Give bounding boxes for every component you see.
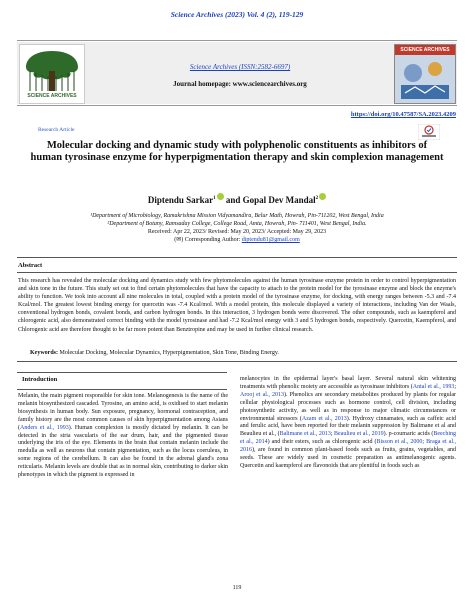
corresponding-author-label: (✉) Corresponding Author: <box>174 237 241 243</box>
citation-link[interactable]: Braga et al., 2016 <box>240 439 456 454</box>
introduction-column-left <box>18 393 228 480</box>
body-text: ) and their esters, such as chlorogenic acid ( <box>267 439 377 446</box>
abstract-divider-mid <box>17 272 457 273</box>
abstract-divider-bottom <box>17 361 457 362</box>
corresponding-email-link[interactable]: diptendu81@gmail.com <box>241 237 300 243</box>
journal-logo-tree <box>19 44 85 104</box>
body-text: melanocytes in the epidermal layer's basal layer. Several natural skin whitening treatments with phenolic moiety are accessible as tyrosinase inhibitors ( <box>240 376 456 390</box>
cover-image-icon <box>395 45 455 103</box>
corresponding-author-line <box>30 236 444 244</box>
journal-citation-line: Science Archives (2023) Vol. 4 (2), 119-129 <box>170 10 304 19</box>
citation-link[interactable]: Beeching et al., 2014 <box>240 431 457 446</box>
journal-cover-thumbnail <box>394 44 456 104</box>
article-title: Molecular docking and dynamic study with polyphenolic constituents as inhibitors of human tyrosinase enzyme for hyperpigmentation therapy and skin complexion management <box>30 140 444 163</box>
body-text: ), are found in common plant-based foods such as fruits, grains, vegetables, and seeds. These are widely used in cosmetic preparation as antimelanogenic agents. Quercetin and kaempferol are flavonoids that are plentiful in foods such as <box>240 447 456 469</box>
abstract-text: This research has revealed the molecular docking and dynamics study with few phytomolecules against the human tyrosinase enzyme protein in order to control hyperpigmentation and skin tone in the future. This study set out to find certain phytomolecules that have the capacity to attach to the protein model for the tyrosinase enzyme and block the enzyme's ability to function. We took into account all nine molecules in total, coupled with a protein model of the tyrosinase enzyme, for docking, with energy ranges between -5.3 and -7.4 Kcal/mol. The greatest lowest binding energy for quercetin was -7.4 Kcal/mol. With a model protein, this molecule displayed a variety of interactions, including Van der Waals, conventional hydrogen bonds, covalent bonds, and carbon hydrogen bonds. In this interaction, 3 hydrogen bonds were discovered. The other compounds, such as kaempferol and chlorogenic acid, also demonstrated correct binding with the model tyrosinase and had -7.2 Kcal/mol energy with 3 and 5 hydrogen bonds, respectively. Quercetin, Kaempferol, and Chlorogenic acid are therefore thought to be far more potent than Benztropine and may be used in further clinical research. <box>18 278 456 333</box>
issn-link[interactable]: Science Archives (ISSN:2582-6697) <box>189 63 291 71</box>
citation-link[interactable]: Beaulieu et al., 2019 <box>334 431 384 438</box>
body-text: ; <box>422 439 427 446</box>
orcid-icon[interactable] <box>319 193 326 200</box>
author-1-name: Diptendu Sarkar <box>147 195 214 205</box>
issn-line <box>100 63 380 71</box>
affiliations-block <box>30 212 444 244</box>
body-text: Melanin, the main pigment responsible for skin tone. Melanogenesis is the name of the melanin biosynthesized cascaded. Tyrosine, an amino acid, is oxidised to start melanin biosynthesis in human body. Sun exposure, pregnancy, hormonal contraception, and family history are the most common causes of skin hyperpigmentation among Asians ( <box>18 393 228 431</box>
citation-link[interactable]: Balimane et al., 2013 <box>279 431 331 438</box>
author-1-affiliation-mark: 1 <box>213 196 216 201</box>
keywords-label: Keywords: <box>30 350 58 356</box>
citation-link[interactable]: Azam et al., 2013 <box>301 415 347 422</box>
citation-link[interactable]: Arooj et al., 2013 <box>240 391 285 398</box>
keywords-line <box>30 350 450 356</box>
page-number: 119 <box>232 585 242 591</box>
body-text: ; <box>330 431 335 438</box>
logo-left-caption: SCIENCE ARCHIVES <box>27 93 77 99</box>
author-2-affiliation-mark: 2 <box>315 196 319 201</box>
author-2-name: and Gopal Dev Mandal <box>225 195 316 205</box>
cover-title: SCIENCE ARCHIVES <box>400 47 450 53</box>
introduction-column-right <box>240 376 456 471</box>
affiliation-2: ²Department of Botany, Ramsaday College, College Road, Amta, Howrah, Pin- 711401, West Bengal, India. <box>107 221 367 227</box>
citation-link[interactable]: Bisson et al., 2000 <box>376 439 423 446</box>
check-updates-icon <box>418 124 440 140</box>
header-divider-top <box>17 40 457 41</box>
citation-link[interactable]: Anders et al., 1993 <box>20 424 69 431</box>
body-text: ; <box>454 383 456 390</box>
body-text: ). Phenolics are secondary metabolites produced by plants for regular cellular physiological processes such as hormone control, cell division, including photosynthetic activity, as well as in response to major climatic circumstances or environmental stressors ( <box>240 391 456 422</box>
article-type-label: Research Article <box>38 127 75 133</box>
body-text: ). Hydroxy cinnamates, such as caffeic acid and ferulic acid, have been reported for their melanin suppression by Balimane et al and Beaulieu et al., ( <box>240 415 457 438</box>
affiliation-1: ¹Department of Microbiology, Ramakrishna Mission Vidyamandira, Belur Math, Howrah, Pin-711202, West Bengal, India <box>90 213 384 219</box>
abstract-divider-top <box>17 257 457 258</box>
journal-homepage: Journal homepage: www.sciencearchives.org <box>173 80 307 88</box>
doi-link[interactable]: https://doi.org/10.47587/SA.2023.4209 <box>350 111 456 118</box>
author-line <box>0 193 474 205</box>
body-text: ). p-coumaric acids ( <box>383 431 434 438</box>
introduction-heading: Introduction <box>22 376 58 383</box>
article-dates: Received: Apr 22, 2023/ Revised: May 20, 2023/ Accepted: May 29, 2023 <box>147 229 327 235</box>
keywords-list: Molecular Docking, Molecular Dynamics, Hyperpigmentation, Skin Tone, Binding Energy. <box>59 350 279 356</box>
orcid-icon[interactable] <box>217 193 224 200</box>
header-divider-bottom <box>17 105 457 106</box>
abstract-heading: Abstract <box>18 262 43 269</box>
body-text: ). Human complexion is mostly dictated by melanin. It can be detected in the stria vascularis of the ear drum, hair, and the pigmented tissue underlying the iris of the eye. Elements in the brain that contain melanin include the medulla as well as neurons that contain pigmentation, such as the locus coeruleus, in some regions of the cerebellum. It can also be found in the adrenal gland's zona reticularis. Melanin levels are double that as in normal skin, contributing to darker skin phenotypes in which the pigment is expressed in <box>18 424 228 479</box>
citation-link[interactable]: Antal et al., 1993 <box>412 383 455 390</box>
check-for-updates-badge[interactable] <box>418 124 440 140</box>
